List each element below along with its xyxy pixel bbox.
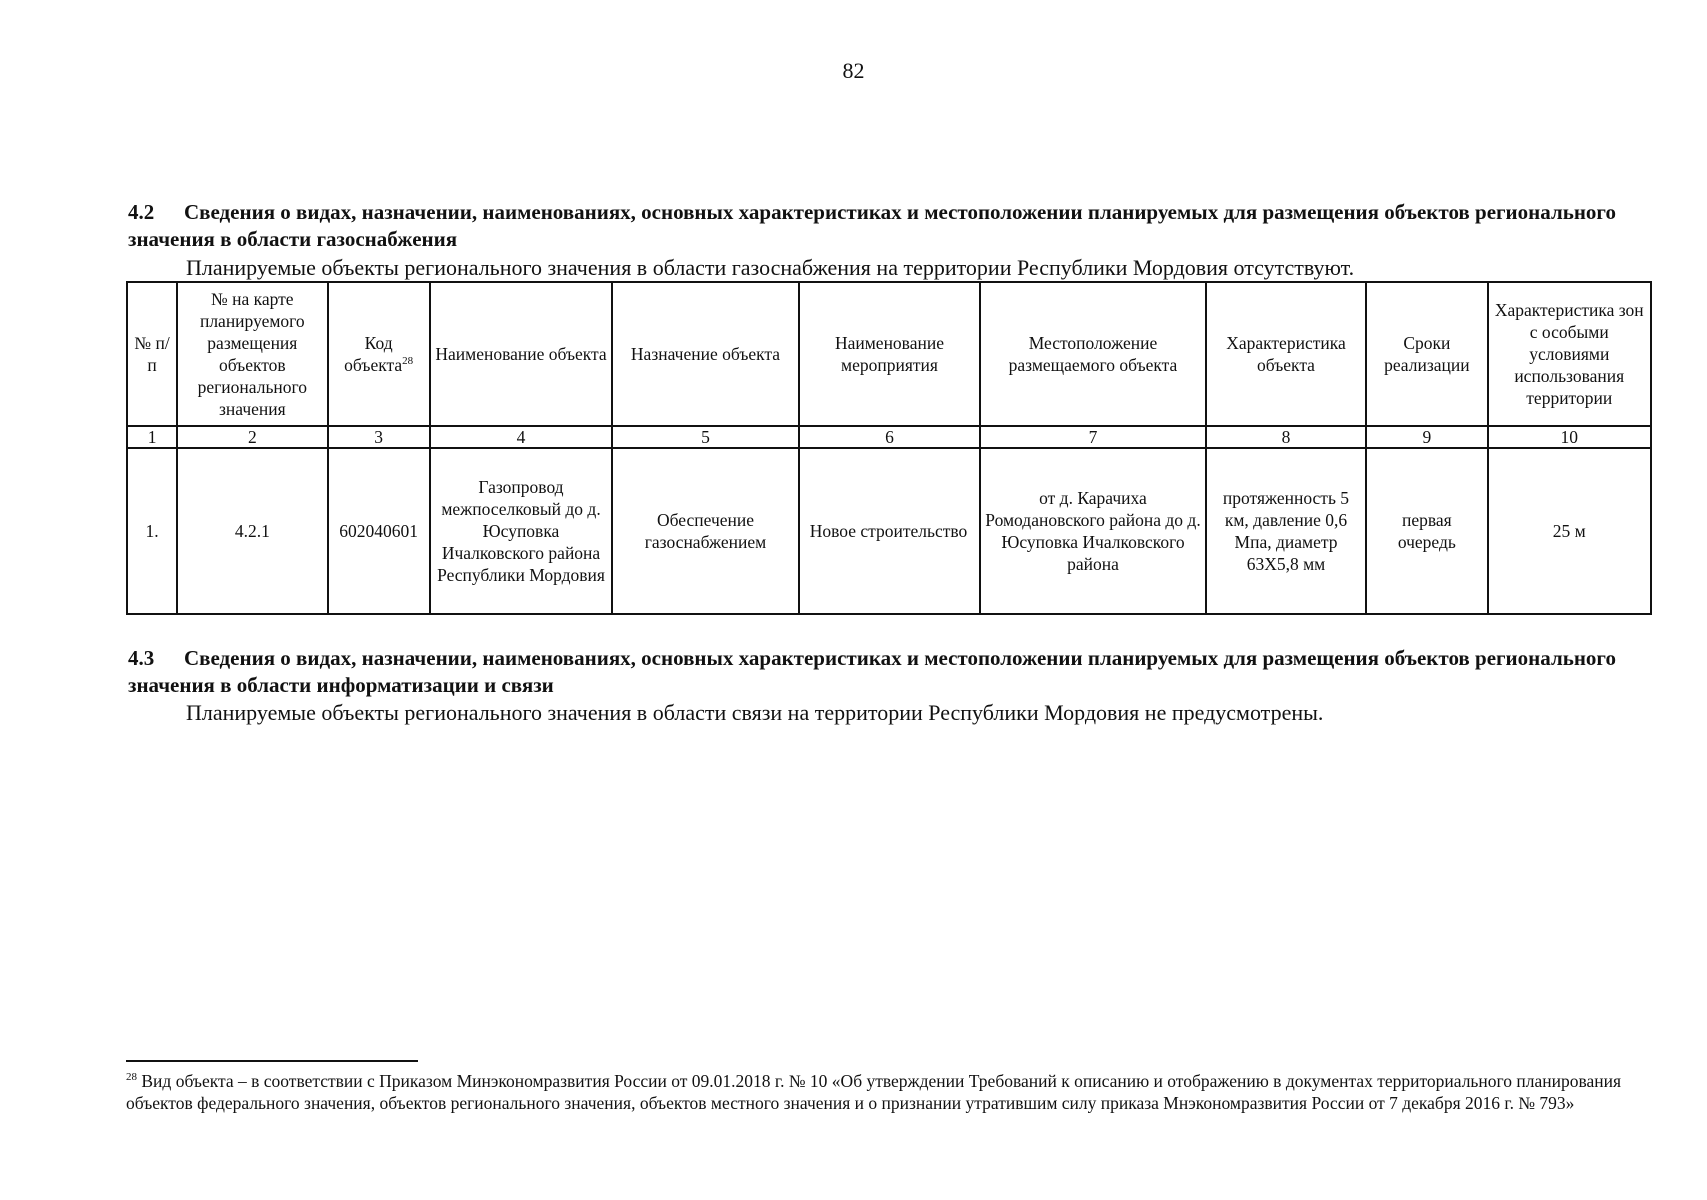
- cell-characteristics: протяженность 5 км, давление 0,6 Мпа, диаметр 63Х5,8 мм: [1206, 448, 1366, 614]
- section-4-3-number: 4.3: [128, 646, 155, 670]
- header-purpose: Назначение объекта: [612, 282, 798, 426]
- header-code-label: Код объекта: [344, 333, 403, 375]
- table-column-numbers-row: [127, 426, 1651, 448]
- table-header-row: [127, 282, 1651, 426]
- footnote: [126, 1070, 1646, 1114]
- cell-purpose: Обеспечение газоснабжением: [612, 448, 798, 614]
- section-4-2-heading: [128, 199, 1618, 253]
- cell-num: 1.: [127, 448, 177, 614]
- header-measure: Наименование мероприятия: [799, 282, 980, 426]
- section-4-2-text: Планируемые объекты регионального значения в области газоснабжения на территории Республики Мордовия отсутствуют.: [186, 255, 1355, 280]
- column-number: 6: [799, 426, 980, 448]
- cell-term: первая очередь: [1366, 448, 1487, 614]
- header-location: Местоположение размещаемого объекта: [980, 282, 1206, 426]
- header-characteristics: Характеристика объекта: [1206, 282, 1366, 426]
- header-code: [328, 282, 430, 426]
- footnote-separator: [126, 1060, 418, 1062]
- column-number: 2: [177, 426, 327, 448]
- column-number: 3: [328, 426, 430, 448]
- cell-name: Газопровод межпоселковый до д. Юсуповка Ичалковского района Республики Мордовия: [430, 448, 612, 614]
- cell-location: от д. Карачиха Ромодановского района до д. Юсуповка Ичалковского района: [980, 448, 1206, 614]
- planned-objects-table: [126, 281, 1652, 615]
- header-name: Наименование объекта: [430, 282, 612, 426]
- section-4-2-number: 4.2: [128, 200, 155, 224]
- section-4-2-title: Сведения о видах, назначении, наименованиях, основных характеристиках и местоположении планируемых для размещения объектов регионального значения в области газоснабжения: [128, 200, 1616, 251]
- column-number: 9: [1366, 426, 1487, 448]
- cell-map-num: 4.2.1: [177, 448, 327, 614]
- header-term: Сроки реализации: [1366, 282, 1487, 426]
- section-4-3-title: Сведения о видах, назначении, наименованиях, основных характеристиках и местоположении планируемых для размещения объектов регионального значения в области информатизации и связи: [128, 646, 1616, 697]
- header-num: № п/п: [127, 282, 177, 426]
- column-number: 4: [430, 426, 612, 448]
- section-4-3-heading: [128, 645, 1618, 699]
- column-number: 10: [1488, 426, 1652, 448]
- cell-code: 602040601: [328, 448, 430, 614]
- header-map-num: № на карте планируемого размещения объектов регионального значения: [177, 282, 327, 426]
- header-zones: Характеристика зон с особыми условиями использования территории: [1488, 282, 1652, 426]
- table-row: [127, 448, 1651, 614]
- cell-measure: Новое строительство: [799, 448, 980, 614]
- footnote-text: Вид объекта – в соответствии с Приказом Минэкономразвития России от 09.01.2018 г. № 10 «Об утверждении Требований к описанию и отображению в документах территориального планирования объектов федерального значения, объектов регионального значения, объектов местного значения и о признании утратившим силу приказа Мнэкономразвития России от 7 декабря 2016 г. № 793»: [126, 1071, 1622, 1113]
- column-number: 7: [980, 426, 1206, 448]
- column-number: 5: [612, 426, 798, 448]
- footnote-marker: 28: [126, 1071, 137, 1084]
- column-number: 8: [1206, 426, 1366, 448]
- cell-zones: 25 м: [1488, 448, 1652, 614]
- column-number: 1: [127, 426, 177, 448]
- page-number: 82: [842, 58, 865, 83]
- footnote-ref: 28: [402, 355, 414, 368]
- section-4-3-text: Планируемые объекты регионального значения в области связи на территории Республики Мордовия не предусмотрены.: [186, 700, 1324, 725]
